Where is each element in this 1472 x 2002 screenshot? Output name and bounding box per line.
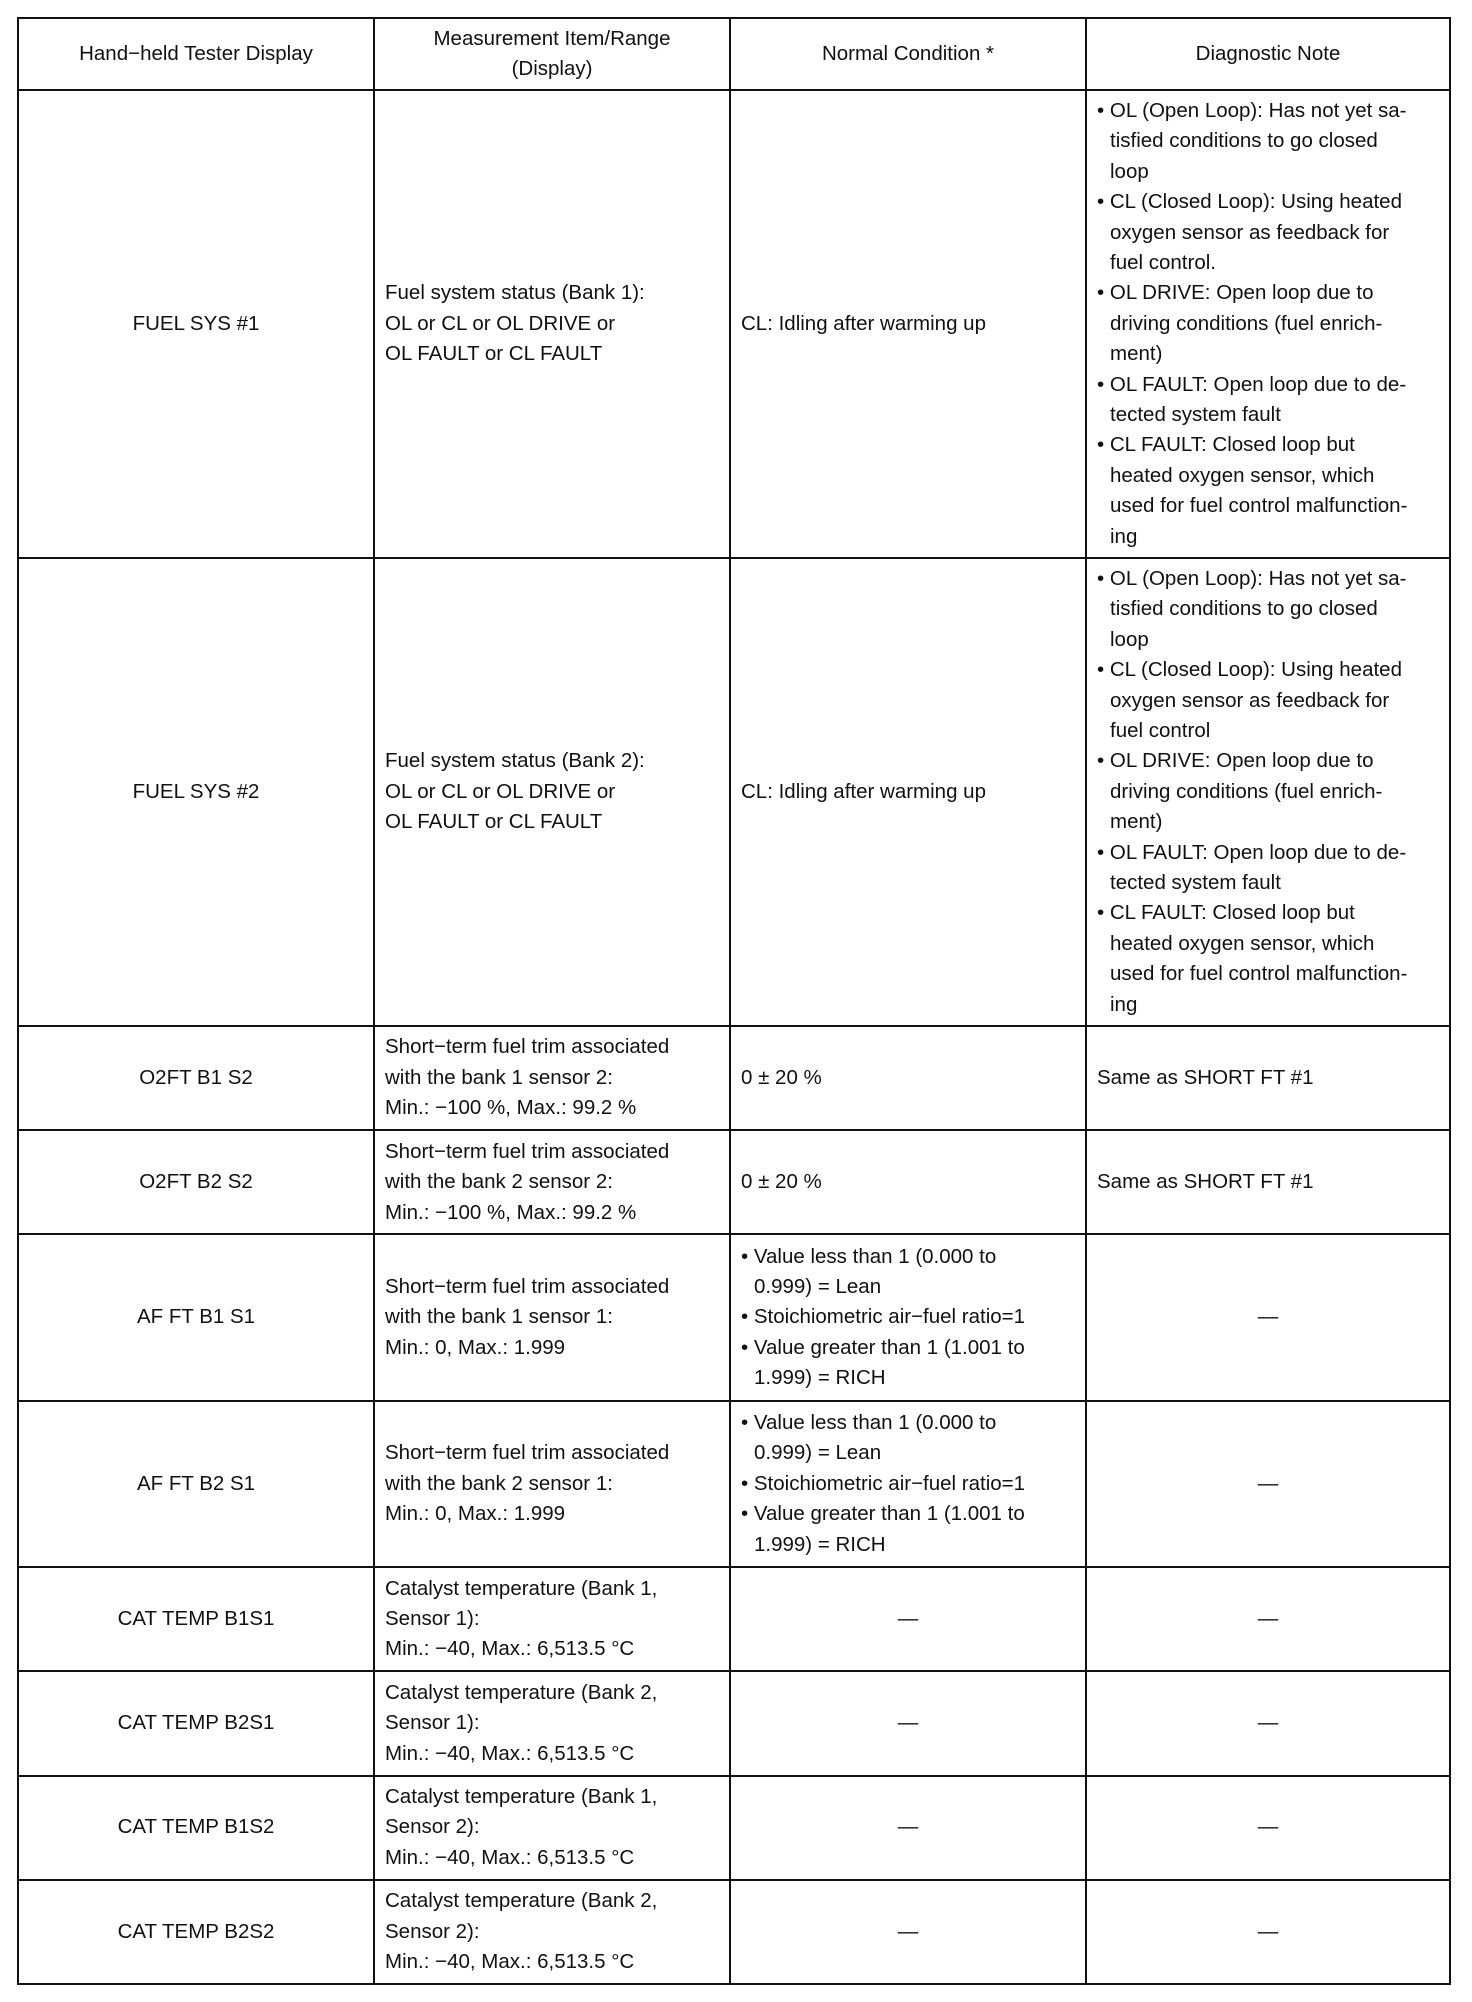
diagnostic-note-cell-line: — bbox=[1257, 1305, 1279, 1329]
measurement-cell-line: Sensor 1): bbox=[385, 1607, 480, 1630]
normal-condition-cell bbox=[730, 1130, 1086, 1234]
diagnostic-note-cell bbox=[1086, 90, 1450, 558]
normal-condition-cell bbox=[730, 558, 1086, 1026]
normal-condition-cell-line: — bbox=[897, 1815, 919, 1839]
normal-condition-cell-line: — bbox=[897, 1607, 919, 1630]
diagnostic-note-cell-line: • CL (Closed Loop): Using heated bbox=[1097, 190, 1402, 214]
measurement-cell-line: Min.: −40, Max.: 6,513.5 °C bbox=[385, 1741, 635, 1765]
diagnostic-note-cell-line: • OL FAULT: Open loop due to de- bbox=[1097, 372, 1407, 396]
diagnostic-note-cell-line: oxygen sensor as feedback for bbox=[1110, 688, 1390, 712]
diagnostic-note-cell-line: ing bbox=[1110, 524, 1138, 548]
diagnostic-note-cell-line: heated oxygen sensor, which bbox=[1110, 931, 1375, 955]
table-row bbox=[18, 1880, 1450, 1984]
normal-condition-cell bbox=[730, 1671, 1086, 1775]
measurement-cell-line: Min.: −40, Max.: 6,513.5 °C bbox=[385, 1637, 635, 1661]
measurement-cell-line: Catalyst temperature (Bank 1, bbox=[385, 1576, 658, 1600]
table-row bbox=[18, 1026, 1450, 1130]
normal-condition-cell-line: — bbox=[897, 1919, 919, 1943]
measurement-cell-line: Short−term fuel trim associated bbox=[385, 1441, 670, 1465]
measurement-cell bbox=[374, 1234, 730, 1400]
measurement-cell bbox=[374, 1880, 730, 1984]
diagnostic-note-cell-line: loop bbox=[1110, 159, 1149, 183]
diagnostic-note-cell-line: used for fuel control malfunction- bbox=[1110, 962, 1408, 986]
measurement-cell-line: OL FAULT or CL FAULT bbox=[385, 342, 603, 366]
measurement-cell bbox=[374, 1776, 730, 1880]
header-display: Hand−held Tester Display bbox=[18, 18, 374, 90]
diagnostic-note-cell-line: fuel control bbox=[1110, 718, 1211, 742]
table-row bbox=[18, 1130, 1450, 1234]
normal-condition-cell bbox=[730, 1776, 1086, 1880]
normal-condition-cell-line: — bbox=[897, 1711, 919, 1735]
diagnostic-note-cell bbox=[1086, 558, 1450, 1026]
measurement-cell bbox=[374, 558, 730, 1026]
measurement-cell-line: Catalyst temperature (Bank 2, bbox=[385, 1889, 658, 1913]
measurement-cell bbox=[374, 1401, 730, 1567]
measurement-cell-line: Sensor 2): bbox=[385, 1815, 480, 1839]
display-cell: FUEL SYS #2 bbox=[18, 558, 374, 1026]
measurement-cell-line: OL or CL or OL DRIVE or bbox=[385, 311, 616, 335]
diagnostic-note-cell-line: • CL FAULT: Closed loop but bbox=[1097, 433, 1355, 457]
measurement-cell-line: Min.: 0, Max.: 1.999 bbox=[385, 1335, 566, 1359]
header-measurement-line2: (Display) bbox=[511, 57, 593, 80]
diagnostic-note-cell bbox=[1086, 1234, 1450, 1400]
normal-condition-cell-line: 1.999) = RICH bbox=[754, 1532, 886, 1556]
measurement-cell-line: with the bank 2 sensor 1: bbox=[385, 1471, 613, 1495]
display-cell: AF FT B1 S1 bbox=[18, 1234, 374, 1400]
table-row bbox=[18, 1234, 1450, 1400]
measurement-cell bbox=[374, 1567, 730, 1671]
normal-condition-cell bbox=[730, 1401, 1086, 1567]
table-row bbox=[18, 558, 1450, 1026]
data-list-table bbox=[17, 17, 1451, 1985]
display-cell: CAT TEMP B1S1 bbox=[18, 1567, 374, 1671]
display-cell: AF FT B2 S1 bbox=[18, 1401, 374, 1567]
diagnostic-note-cell-line: — bbox=[1257, 1471, 1279, 1495]
normal-condition-cell-line: • Stoichiometric air−fuel ratio=1 bbox=[741, 1471, 1026, 1495]
table-row bbox=[18, 1401, 1450, 1567]
display-cell: O2FT B2 S2 bbox=[18, 1130, 374, 1234]
measurement-cell-line: with the bank 1 sensor 2: bbox=[385, 1065, 613, 1089]
measurement-cell-line: Fuel system status (Bank 2): bbox=[385, 749, 645, 773]
normal-condition-cell bbox=[730, 90, 1086, 558]
measurement-cell-line: Catalyst temperature (Bank 1, bbox=[385, 1785, 658, 1809]
normal-condition-cell-line: 0 ± 20 % bbox=[741, 1170, 822, 1194]
normal-condition-cell-line: CL: Idling after warming up bbox=[741, 311, 986, 335]
diagnostic-note-cell-line: oxygen sensor as feedback for bbox=[1110, 220, 1390, 244]
diagnostic-note-cell-line: • OL DRIVE: Open loop due to bbox=[1097, 749, 1374, 773]
measurement-cell-line: Short−term fuel trim associated bbox=[385, 1035, 670, 1059]
diagnostic-note-cell-line: driving conditions (fuel enrich- bbox=[1110, 779, 1383, 803]
measurement-cell-line: Sensor 1): bbox=[385, 1711, 480, 1735]
diagnostic-note-cell-line: Same as SHORT FT #1 bbox=[1097, 1065, 1314, 1089]
normal-condition-cell bbox=[730, 1567, 1086, 1671]
header-normal: Normal Condition * bbox=[730, 18, 1086, 90]
measurement-cell-line: Min.: −100 %, Max.: 99.2 % bbox=[385, 1200, 637, 1224]
normal-condition-cell-line: 0.999) = Lean bbox=[754, 1441, 882, 1465]
display-cell: FUEL SYS #1 bbox=[18, 90, 374, 558]
diagnostic-note-cell-line: ment) bbox=[1110, 810, 1163, 834]
diagnostic-note-cell-line: loop bbox=[1110, 627, 1149, 651]
diagnostic-note-cell-line: tected system fault bbox=[1110, 403, 1281, 426]
display-cell: CAT TEMP B2S1 bbox=[18, 1671, 374, 1775]
diagnostic-note-cell-line: tected system fault bbox=[1110, 870, 1281, 894]
diagnostic-note-cell bbox=[1086, 1026, 1450, 1130]
normal-condition-cell-line: • Value greater than 1 (1.001 to bbox=[741, 1502, 1025, 1526]
normal-condition-cell-line: 1.999) = RICH bbox=[754, 1366, 886, 1390]
measurement-cell-line: Catalyst temperature (Bank 2, bbox=[385, 1680, 658, 1704]
diagnostic-note-cell-line: ing bbox=[1110, 992, 1138, 1016]
normal-condition-cell bbox=[730, 1880, 1086, 1984]
header-note: Diagnostic Note bbox=[1086, 18, 1450, 90]
display-cell: CAT TEMP B1S2 bbox=[18, 1776, 374, 1880]
measurement-cell bbox=[374, 1026, 730, 1130]
normal-condition-cell-line: 0 ± 20 % bbox=[741, 1065, 822, 1089]
measurement-cell-line: Min.: −40, Max.: 6,513.5 °C bbox=[385, 1845, 635, 1869]
display-cell: O2FT B1 S2 bbox=[18, 1026, 374, 1130]
measurement-cell-line: Short−term fuel trim associated bbox=[385, 1274, 670, 1298]
diagnostic-note-cell-line: Same as SHORT FT #1 bbox=[1097, 1170, 1314, 1194]
diagnostic-note-cell-line: • CL FAULT: Closed loop but bbox=[1097, 901, 1355, 925]
measurement-cell-line: Sensor 2): bbox=[385, 1919, 480, 1943]
diagnostic-note-cell-line: — bbox=[1257, 1919, 1279, 1943]
diagnostic-note-cell-line: used for fuel control malfunction- bbox=[1110, 494, 1408, 518]
measurement-cell bbox=[374, 1671, 730, 1775]
normal-condition-cell-line: 0.999) = Lean bbox=[754, 1274, 882, 1298]
display-cell: CAT TEMP B2S2 bbox=[18, 1880, 374, 1984]
diagnostic-note-cell-line: ment) bbox=[1110, 342, 1163, 366]
measurement-cell bbox=[374, 90, 730, 558]
normal-condition-cell-line: • Value greater than 1 (1.001 to bbox=[741, 1335, 1025, 1359]
diagnostic-note-cell-line: — bbox=[1257, 1607, 1279, 1630]
header-row bbox=[18, 18, 1450, 90]
normal-condition-cell bbox=[730, 1026, 1086, 1130]
diagnostic-note-cell bbox=[1086, 1130, 1450, 1234]
measurement-cell-line: with the bank 1 sensor 1: bbox=[385, 1305, 613, 1329]
measurement-cell-line: Min.: −40, Max.: 6,513.5 °C bbox=[385, 1950, 635, 1974]
normal-condition-cell-line: CL: Idling after warming up bbox=[741, 779, 986, 803]
table-row bbox=[18, 90, 1450, 558]
diagnostic-note-cell-line: driving conditions (fuel enrich- bbox=[1110, 311, 1383, 335]
diagnostic-note-cell-line: — bbox=[1257, 1711, 1279, 1735]
normal-condition-cell-line: • Value less than 1 (0.000 to bbox=[741, 1244, 997, 1268]
measurement-cell-line: Min.: 0, Max.: 1.999 bbox=[385, 1502, 566, 1526]
diagnostic-note-cell-line: fuel control. bbox=[1110, 250, 1216, 274]
measurement-cell-line: Min.: −100 %, Max.: 99.2 % bbox=[385, 1096, 637, 1120]
diagnostic-note-cell bbox=[1086, 1567, 1450, 1671]
normal-condition-cell-line: • Stoichiometric air−fuel ratio=1 bbox=[741, 1305, 1026, 1329]
normal-condition-cell bbox=[730, 1234, 1086, 1400]
measurement-cell-line: OL FAULT or CL FAULT bbox=[385, 810, 603, 834]
header-measurement-line1: Measurement Item/Range bbox=[433, 26, 671, 50]
measurement-cell-line: Fuel system status (Bank 1): bbox=[385, 281, 645, 305]
diagnostic-note-cell-line: • OL (Open Loop): Has not yet sa- bbox=[1097, 98, 1407, 122]
measurement-cell-line: with the bank 2 sensor 2: bbox=[385, 1170, 613, 1194]
table-row bbox=[18, 1671, 1450, 1775]
diagnostic-note-cell-line: tisfied conditions to go closed bbox=[1110, 597, 1378, 621]
measurement-cell-line: OL or CL or OL DRIVE or bbox=[385, 779, 616, 803]
table-row bbox=[18, 1567, 1450, 1671]
diagnostic-note-cell bbox=[1086, 1776, 1450, 1880]
measurement-cell-line: Short−term fuel trim associated bbox=[385, 1139, 670, 1163]
diagnostic-note-cell-line: • CL (Closed Loop): Using heated bbox=[1097, 658, 1402, 682]
diagnostic-note-cell-line: • OL (Open Loop): Has not yet sa- bbox=[1097, 566, 1407, 590]
measurement-cell bbox=[374, 1130, 730, 1234]
normal-condition-cell-line: • Value less than 1 (0.000 to bbox=[741, 1410, 997, 1434]
diagnostic-note-cell-line: • OL DRIVE: Open loop due to bbox=[1097, 281, 1374, 305]
header-measurement bbox=[374, 18, 730, 90]
diagnostic-note-cell bbox=[1086, 1671, 1450, 1775]
diagnostic-note-cell-line: — bbox=[1257, 1815, 1279, 1839]
diagnostic-note-cell bbox=[1086, 1401, 1450, 1567]
diagnostic-note-cell-line: tisfied conditions to go closed bbox=[1110, 129, 1378, 153]
diagnostic-note-cell bbox=[1086, 1880, 1450, 1984]
table-row bbox=[18, 1776, 1450, 1880]
diagnostic-note-cell-line: heated oxygen sensor, which bbox=[1110, 463, 1375, 487]
diagnostic-note-cell-line: • OL FAULT: Open loop due to de- bbox=[1097, 840, 1407, 864]
